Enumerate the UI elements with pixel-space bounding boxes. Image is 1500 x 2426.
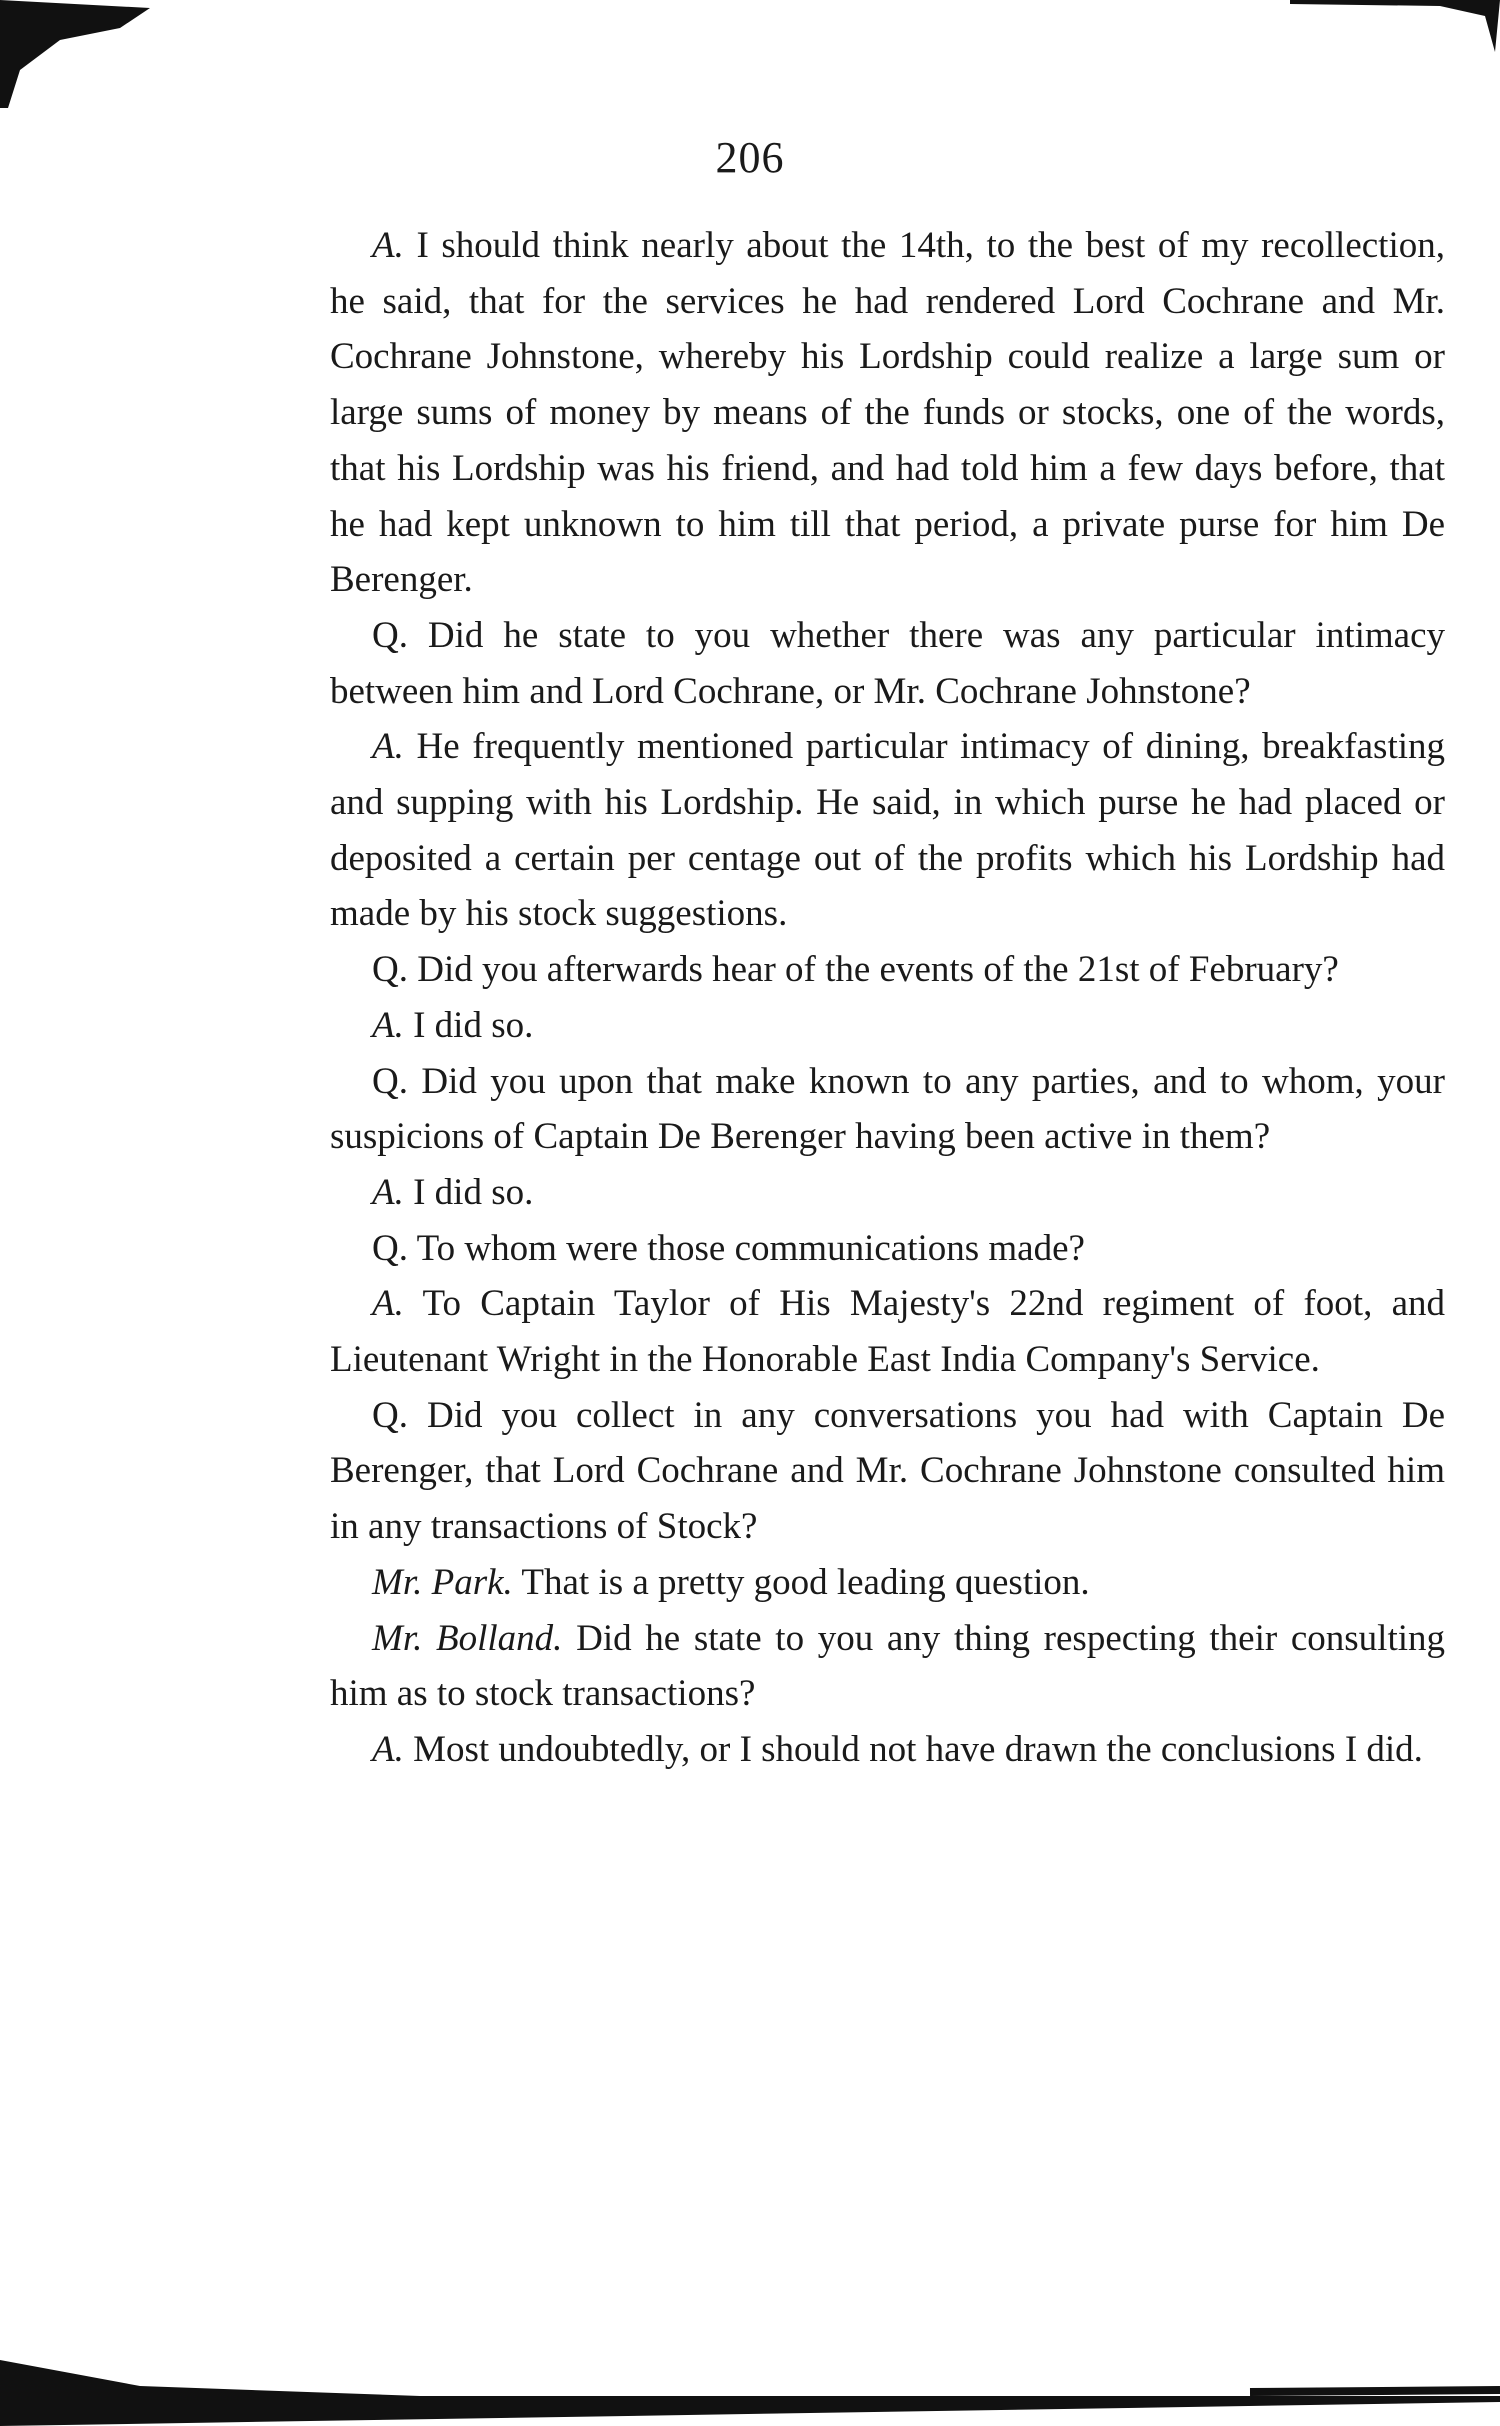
paragraph bbox=[330, 1388, 1445, 1555]
paragraph bbox=[330, 1722, 1445, 1778]
paragraph bbox=[330, 218, 1445, 608]
speaker-label: Q. bbox=[372, 949, 408, 991]
testimony-text bbox=[330, 218, 1445, 1778]
scan-edge-bottom bbox=[0, 2350, 1500, 2426]
speaker-label: A. bbox=[372, 1171, 404, 1213]
speaker-label: Q. bbox=[372, 1060, 408, 1102]
speaker-label: A. bbox=[372, 1728, 404, 1770]
paragraph-text: He frequently mentioned particular intimacy of dining, breakfasting and supping with his Lordship. He said, in which purse he had placed or deposited a certain per centage out of the profits which his Lordship had made by his stock suggestions. bbox=[330, 726, 1446, 935]
paragraph bbox=[330, 1054, 1445, 1165]
paragraph bbox=[330, 1221, 1445, 1277]
speaker-label: A. bbox=[372, 1283, 404, 1325]
paragraph-text: Did you afterwards hear of the events of the 21st of February? bbox=[417, 949, 1339, 991]
paragraph-text: Did he state to you any thing respecting their consulting him as to stock transactions? bbox=[330, 1617, 1445, 1715]
paragraph-text: To whom were those communications made? bbox=[416, 1227, 1085, 1269]
paragraph bbox=[330, 1611, 1445, 1722]
paragraph-text: Most undoubtedly, or I should not have drawn the conclusions I did. bbox=[413, 1728, 1423, 1770]
paragraph-text: I did so. bbox=[413, 1004, 534, 1046]
paragraph bbox=[330, 998, 1445, 1054]
speaker-label: Q. bbox=[372, 1227, 408, 1269]
speaker-label: A. bbox=[372, 1004, 404, 1046]
paragraph bbox=[330, 608, 1445, 719]
speaker-label: A. bbox=[372, 225, 404, 266]
paragraph-text: I did so. bbox=[413, 1171, 534, 1213]
paragraph bbox=[330, 1555, 1445, 1611]
paragraph-text: Did you upon that make known to any parties, and to whom, your suspicions of Captain De Berenger having been active in them? bbox=[330, 1060, 1445, 1158]
paragraph bbox=[330, 1165, 1445, 1221]
paragraph-text: Did he state to you whether there was any particular intimacy between him and Lord Cochrane, or Mr. Cochrane Johnstone? bbox=[330, 614, 1446, 712]
paragraph bbox=[330, 719, 1445, 942]
paragraph-text: That is a pretty good leading question. bbox=[521, 1561, 1090, 1603]
paragraph-text: Did you collect in any conversations you had with Captain De Berenger, that Lord Cochrane and Mr. Cochrane Johnstone consulted him in any transactions of Stock? bbox=[330, 1394, 1445, 1548]
paragraph bbox=[330, 1276, 1445, 1387]
speaker-label: Mr. Bolland. bbox=[372, 1617, 563, 1659]
scan-edge-top-left bbox=[0, 0, 160, 110]
paragraph bbox=[330, 942, 1445, 998]
speaker-label: Q. bbox=[372, 1394, 408, 1436]
paragraph-text: To Captain Taylor of His Majesty's 22nd regiment of foot, and Lieutenant Wright in the Honorable East India Company's Service. bbox=[330, 1283, 1445, 1381]
speaker-label: Q. bbox=[372, 614, 408, 656]
scan-edge-top-right bbox=[1290, 0, 1500, 60]
paragraph-text: I should think nearly about the 14th, to the best of my recollection, he said, that for the services he had rendered Lord Cochrane and Mr. Cochrane Johnstone, whereby his Lordship could realize a large sum or large sums of money by means of the funds or stocks, one of the words, that his Lordship was his friend, and had told him a few days before, that he had kept unknown to him till that period, a private purse for him De Berenger. bbox=[330, 225, 1445, 601]
page-number: 206 bbox=[715, 133, 785, 182]
speaker-label: Mr. Park. bbox=[372, 1561, 513, 1603]
speaker-label: A. bbox=[372, 726, 404, 768]
